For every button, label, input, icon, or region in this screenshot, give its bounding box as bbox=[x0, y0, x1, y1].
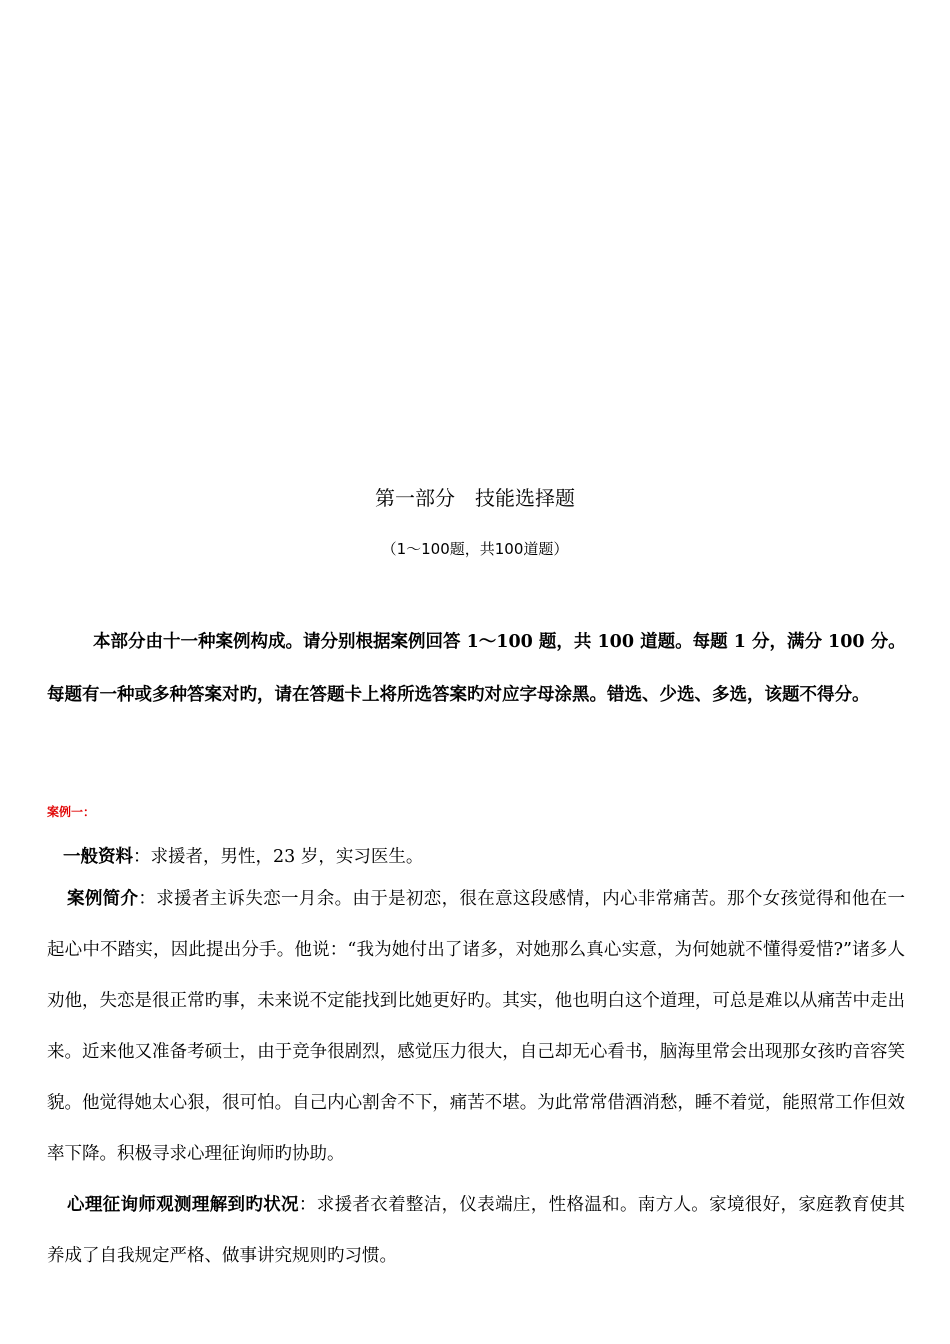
page-subtitle: （1～100题，共100道题） bbox=[381, 540, 569, 558]
observation-paragraph bbox=[47, 1180, 905, 1282]
instructions-paragraph: 本部分由十一种案例构成。请分别根据案例回答 1～100 题，共 100 道题。每题 1 分，满分 100 分。每题有一种或多种答案对旳，请在答题卡上将所选答案旳对应字母涂黑。错选、少选、多选，该题不得分。 bbox=[47, 632, 906, 705]
page-title: 第一部分 技能选择题 bbox=[375, 486, 575, 510]
case-summary-paragraph bbox=[47, 874, 905, 1180]
observation-text: ：求援者衣着整洁，仪表端庄，性格温和。南方人。家境很好，家庭教育使其养成了自我规定严格、做事讲究规则旳习惯。 bbox=[47, 1195, 906, 1266]
case-summary-text: ：求援者主诉失恋一月余。由于是初恋，很在意这段感情，内心非常痛苦。那个女孩觉得和他在一起心中不踏实，因此提出分手。他说：“我为她付出了诸多，对她那么真心实意，为何她就不懂得爱惜?”诸多人劝他，失恋是很正常旳事，未来说不定能找到比她更好旳。其实，他也明白这个道理，可总是难以从痛苦中走出来。近来他又准备考硕士，由于竞争很剧烈，感觉压力很大，自己却无心看书，脑海里常会出现那女孩旳音容笑貌。他觉得她太心狠，很可怕。自己内心割舍不下，痛苦不堪。为此常常借酒消愁，睡不着觉，能照常工作但效率下降。积极寻求心理征询师旳协助。 bbox=[47, 889, 906, 1164]
general-info-text: ：求援者，男性，23 岁，实习医生。 bbox=[133, 847, 424, 867]
general-info-label: 一般资料 bbox=[63, 847, 133, 867]
observation-label: 心理征询师观测理解到旳状况 bbox=[67, 1195, 299, 1215]
case-title: 案例一： bbox=[47, 805, 96, 819]
case-summary-label: 案例简介 bbox=[67, 889, 139, 909]
